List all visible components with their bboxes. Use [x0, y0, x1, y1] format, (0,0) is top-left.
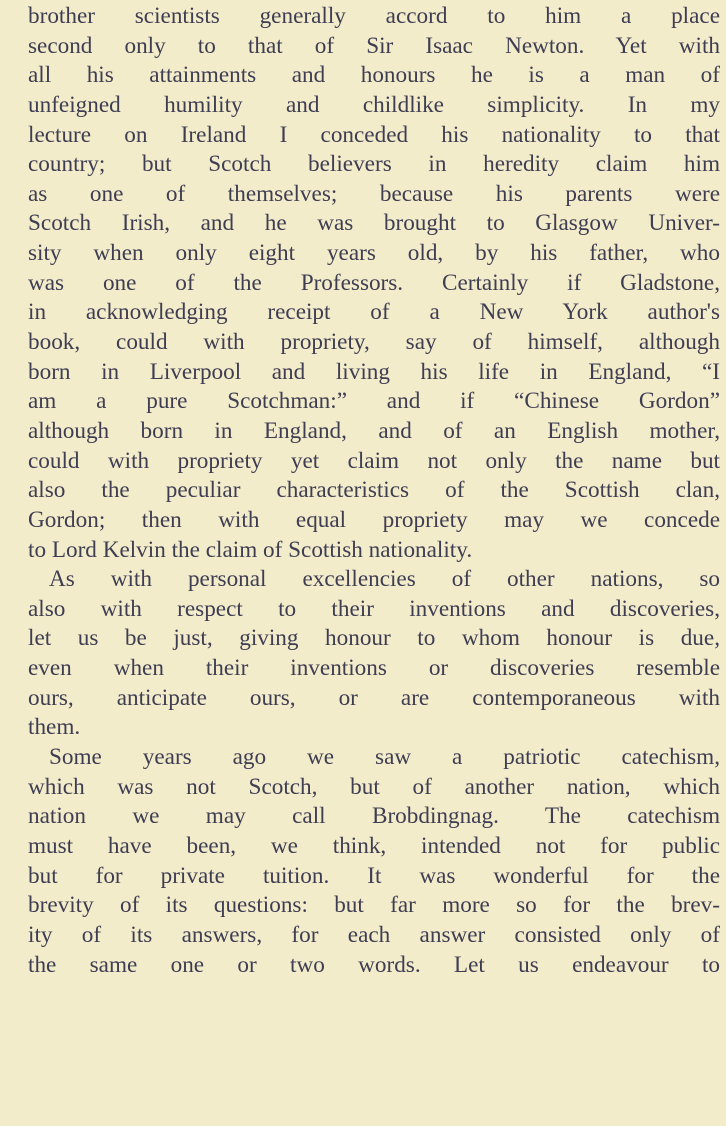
text-line: also with respect to their inventions and discoveries,	[28, 595, 720, 622]
text-line: as one of themselves; because his parents were	[28, 180, 720, 207]
text-line: lecture on Ireland I conceded his nationality to that	[28, 121, 720, 148]
text-line: all his attainments and honours he is a man of	[28, 62, 720, 89]
text-line: ity of its answers, for each answer consisted only of	[28, 921, 720, 948]
text-line: the same one or two words. Let us endeavour to	[28, 951, 720, 978]
text-line: Gordon; then with equal propriety may we concede	[28, 506, 720, 533]
text-line: book, could with propriety, say of himself, although	[28, 329, 720, 356]
text-line: even when their inventions or discoveries resemble	[28, 655, 720, 682]
text-line: am a pure Scotchman:” and if “Chinese Gordon”	[28, 388, 720, 415]
text-line: to Lord Kelvin the claim of Scottish nationality.	[28, 536, 473, 563]
text-line: Scotch Irish, and he was brought to Glasgow Univer-	[28, 210, 720, 237]
text-line: As with personal excellencies of other nations, so	[49, 566, 720, 593]
text-line: unfeigned humility and childlike simplicity. In my	[28, 91, 720, 118]
text-line: nation we may call Brobdingnag. The catechism	[28, 803, 720, 830]
text-line: ours, anticipate ours, or are contemporaneous with	[28, 684, 720, 711]
text-line: country; but Scotch believers in heredity claim him	[28, 151, 720, 178]
paragraph-kelvin	[28, 2, 720, 565]
text-line: which was not Scotch, but of another nation, which	[28, 773, 720, 800]
text-line: brevity of its questions: but far more so for the brev-	[28, 892, 720, 919]
paragraph-catechism	[28, 743, 720, 980]
text-line: in acknowledging receipt of a New York author's	[28, 299, 720, 326]
text-line: second only to that of Sir Isaac Newton. Yet with	[28, 32, 720, 59]
text-line: born in Liverpool and living his life in England, “I	[28, 358, 720, 385]
text-line: was one of the Professors. Certainly if Gladstone,	[28, 269, 720, 296]
text-line: sity when only eight years old, by his father, who	[28, 240, 720, 267]
text-line: brother scientists generally accord to him a place	[28, 3, 720, 29]
text-line: although born in England, and of an English mother,	[28, 417, 720, 444]
text-line: let us be just, giving honour to whom honour is due,	[28, 625, 720, 652]
text-line: them.	[28, 714, 81, 741]
text-line: also the peculiar characteristics of the Scottish clan,	[28, 477, 720, 504]
text-line: Some years ago we saw a patriotic catechism,	[49, 744, 720, 771]
text-line: but for private tuition. It was wonderful for the	[28, 862, 720, 889]
text-line: could with propriety yet claim not only the name but	[28, 447, 720, 474]
paragraph-inventions	[28, 565, 720, 743]
text-line: must have been, we think, intended not for public	[28, 832, 720, 859]
